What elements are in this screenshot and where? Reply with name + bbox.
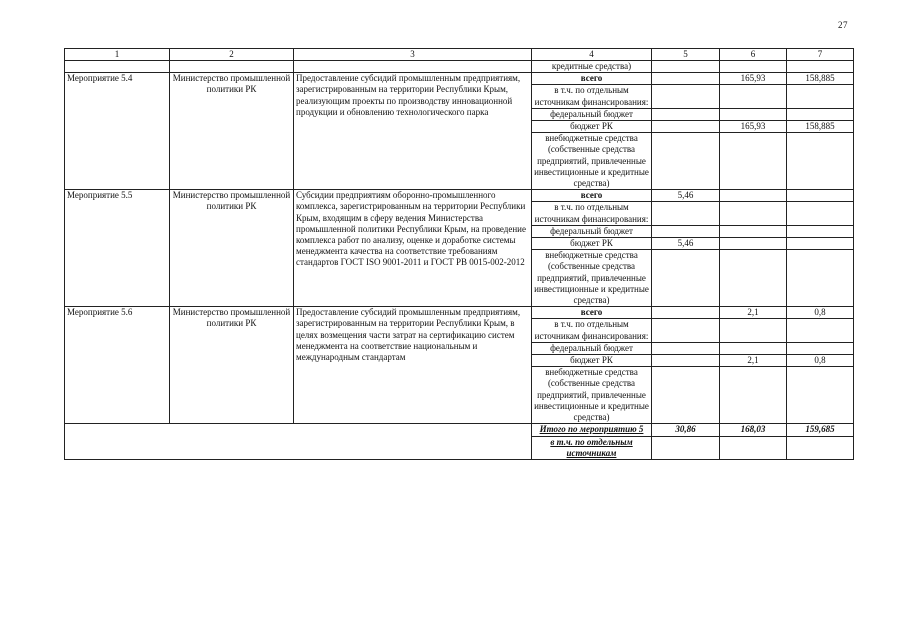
empty-cell	[652, 367, 720, 424]
empty-cell	[720, 342, 787, 354]
empty-cell	[652, 436, 720, 459]
empty-cell	[294, 61, 532, 73]
empty-cell	[787, 250, 854, 307]
value-cell: 165,93	[720, 121, 787, 133]
empty-cell	[720, 436, 787, 459]
empty-cell	[787, 319, 854, 342]
summary-value: 159,685	[787, 424, 854, 436]
empty-cell	[170, 61, 294, 73]
offbudget-label: внебюджетные средства (собственные средства предприятий, привлеченные инвестиционные и кредитные средства)	[532, 367, 652, 424]
empty-cell	[720, 367, 787, 424]
value-cell	[652, 73, 720, 85]
summary-row	[65, 424, 854, 436]
total-label: всего	[532, 73, 652, 85]
empty-cell	[787, 108, 854, 120]
value-cell	[787, 238, 854, 250]
empty-cell	[787, 133, 854, 190]
value-cell	[652, 355, 720, 367]
value-cell: 2,1	[720, 355, 787, 367]
value-cell: 0,8	[787, 307, 854, 319]
empty-cell	[720, 225, 787, 237]
measure-id: Мероприятие 5.4	[65, 73, 170, 190]
offbudget-label: внебюджетные средства (собственные средства предприятий, привлеченные инвестиционные и кредитные средства)	[532, 133, 652, 190]
empty-cell	[720, 85, 787, 108]
summary-value: 168,03	[720, 424, 787, 436]
empty-cell	[720, 133, 787, 190]
description-cell: Субсидии предприятиям оборонно-промышленного комплекса, зарегистрированным на территории Республики Крым, входящим в сферу ведения Министерства промышленной политики Республики Крым, на проведение комплекса работ по анализу, оценке и доработке системы менеджмента качества на соответствие требованиям стандартов ГОСТ ISO 9001-2011 и ГОСТ РВ 0015-002-2012	[294, 190, 532, 307]
empty-cell	[652, 133, 720, 190]
rk-budget-label: бюджет РК	[532, 121, 652, 133]
value-cell: 0,8	[787, 355, 854, 367]
empty-cell	[787, 342, 854, 354]
including-label: в т.ч. по отдельным источникам финансирования:	[532, 202, 652, 225]
empty-cell	[720, 319, 787, 342]
total-label: всего	[532, 307, 652, 319]
value-cell: 5,46	[652, 238, 720, 250]
value-cell	[720, 238, 787, 250]
value-cell: 158,885	[787, 121, 854, 133]
empty-cell	[65, 61, 170, 73]
measure-total-row	[65, 73, 854, 85]
continuation-row	[65, 61, 854, 73]
ministry-cell: Министерство промышленной политики РК	[170, 307, 294, 424]
empty-cell	[720, 202, 787, 225]
column-header: 4	[532, 49, 652, 61]
page-number: 27	[838, 20, 848, 30]
total-label: всего	[532, 190, 652, 202]
offbudget-label: внебюджетные средства (собственные средства предприятий, привлеченные инвестиционные и кредитные средства)	[532, 250, 652, 307]
empty-cell	[787, 367, 854, 424]
header-row	[65, 49, 854, 61]
measure-total-row	[65, 190, 854, 202]
continuation-cell: кредитные средства)	[532, 61, 652, 73]
empty-cell	[787, 225, 854, 237]
empty-cell	[787, 61, 854, 73]
ministry-cell: Министерство промышленной политики РК	[170, 190, 294, 307]
value-cell: 2,1	[720, 307, 787, 319]
empty-cell	[787, 202, 854, 225]
column-header: 5	[652, 49, 720, 61]
empty-cell	[720, 250, 787, 307]
empty-cell	[720, 61, 787, 73]
empty-cell	[652, 61, 720, 73]
value-cell	[652, 307, 720, 319]
rk-budget-label: бюджет РК	[532, 355, 652, 367]
empty-cell	[787, 436, 854, 459]
column-header: 1	[65, 49, 170, 61]
description-cell: Предоставление субсидий промышленным предприятиям, зарегистрированным на территории Республики Крым, реализующим проекты по производству инновационной продукции и обновлению технологического парка	[294, 73, 532, 190]
column-header: 2	[170, 49, 294, 61]
empty-cell	[652, 85, 720, 108]
rk-budget-label: бюджет РК	[532, 238, 652, 250]
column-header: 3	[294, 49, 532, 61]
value-cell	[720, 190, 787, 202]
value-cell: 5,46	[652, 190, 720, 202]
empty-cell	[652, 108, 720, 120]
empty-cell	[652, 319, 720, 342]
financing-table	[64, 48, 854, 460]
summary-blank-cell	[65, 424, 532, 460]
summary-including-label: в т.ч. по отдельным источникам	[532, 436, 652, 459]
federal-label: федеральный бюджет	[532, 342, 652, 354]
value-cell	[787, 190, 854, 202]
column-header: 7	[787, 49, 854, 61]
description-cell: Предоставление субсидий промышленным предприятиям, зарегистрированным на территории Республики Крым, в целях возмещения части затрат на сертификацию систем менеджмента на соответствие национальным и международным стандартам	[294, 307, 532, 424]
federal-label: федеральный бюджет	[532, 108, 652, 120]
empty-cell	[652, 225, 720, 237]
value-cell	[652, 121, 720, 133]
including-label: в т.ч. по отдельным источникам финансирования:	[532, 85, 652, 108]
measure-total-row	[65, 307, 854, 319]
empty-cell	[720, 108, 787, 120]
column-header: 6	[720, 49, 787, 61]
federal-label: федеральный бюджет	[532, 225, 652, 237]
value-cell: 158,885	[787, 73, 854, 85]
summary-value: 30,86	[652, 424, 720, 436]
empty-cell	[652, 250, 720, 307]
value-cell: 165,93	[720, 73, 787, 85]
measure-id: Мероприятие 5.6	[65, 307, 170, 424]
empty-cell	[787, 85, 854, 108]
empty-cell	[652, 202, 720, 225]
measure-id: Мероприятие 5.5	[65, 190, 170, 307]
empty-cell	[652, 342, 720, 354]
summary-label: Итого по мероприятию 5	[532, 424, 652, 436]
including-label: в т.ч. по отдельным источникам финансирования:	[532, 319, 652, 342]
ministry-cell: Министерство промышленной политики РК	[170, 73, 294, 190]
